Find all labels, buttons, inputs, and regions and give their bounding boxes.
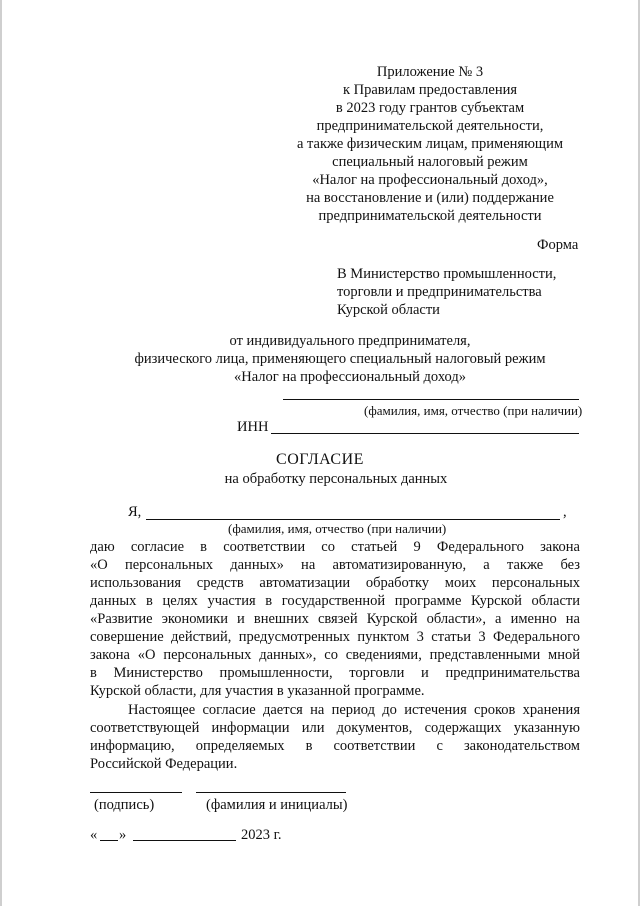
date-quote-open: « — [90, 827, 98, 843]
signature-field[interactable] — [90, 792, 182, 793]
date-quote-close: » — [119, 827, 127, 843]
header-line: в 2023 году грантов субъектам — [335, 100, 525, 116]
form-label: Форма — [537, 237, 579, 253]
paragraph-line: «О персональных данных» на автоматизированную, а также без — [90, 557, 580, 573]
header-line: к Правилам предоставления — [342, 82, 518, 98]
ya-label: Я, — [128, 504, 142, 520]
paragraph-line: данных в целях участия в государственной программе Курской области — [90, 593, 580, 609]
header-line: Приложение № 3 — [376, 64, 484, 80]
document-subtitle: на обработку персональных данных — [224, 471, 448, 487]
paragraph-line: «Развитие экономики и внешних связей Курской области», а именно на — [90, 611, 580, 627]
date-day-field[interactable] — [100, 840, 118, 841]
document-title: СОГЛАСИЕ — [276, 451, 364, 468]
paragraph-line: соответствующей информации или документов, содержащих указанную — [90, 720, 580, 736]
header-line: специальный налоговый режим — [332, 154, 528, 170]
paragraph-line: в Министерство промышленности, торговли и предпринимательства — [90, 665, 580, 681]
addressee-line: торговли и предпринимательства — [337, 284, 542, 300]
sender-line: физического лица, применяющего специальный налоговый режим — [134, 351, 546, 367]
name-initials-field[interactable] — [196, 792, 346, 793]
paragraph-line: совершение действий, предусмотренных пунктом 3 статьи 3 Федерального — [90, 629, 580, 645]
paragraph-line: Российской Федерации. — [90, 756, 238, 772]
inn-label: ИНН — [237, 419, 269, 435]
date-month-field[interactable] — [133, 840, 236, 841]
paragraph-line: информацию, определяемых в соответствии с законодательством — [90, 738, 580, 754]
date-year: 2023 г. — [241, 827, 282, 843]
sender-line: от индивидуального предпринимателя, — [229, 333, 471, 349]
header-line: на восстановление и (или) поддержание — [306, 190, 554, 206]
header-line: «Налог на профессиональный доход», — [312, 172, 548, 188]
inn-field[interactable] — [271, 433, 579, 434]
name-initials-caption: (фамилия и инициалы) — [206, 797, 348, 813]
sender-fio-caption: (фамилия, имя, отчество (при наличии) — [364, 403, 583, 418]
signature-caption: (подпись) — [94, 797, 155, 813]
ya-comma: , — [563, 504, 567, 520]
paragraph-line: Настоящее согласие дается на период до истечения сроков хранения — [128, 702, 580, 718]
header-line: предпринимательской деятельности — [318, 208, 542, 224]
header-line: а также физическим лицам, применяющим — [296, 136, 564, 152]
addressee-line: Курской области — [337, 302, 440, 318]
paragraph-line: Курской области, для участия в указанной программе. — [90, 683, 425, 699]
paragraph-line: даю согласие в соответствии со статьей 9 Федерального закона — [90, 539, 580, 555]
paragraph-line: использования средств автоматизации обработку моих персональных — [90, 575, 580, 591]
addressee-line: В Министерство промышленности, — [337, 266, 557, 282]
paragraph-line: закона «О персональных данных», со сведениями, представленными мной — [90, 647, 580, 663]
ya-fio-caption: (фамилия, имя, отчество (при наличии) — [228, 521, 447, 536]
sender-line: «Налог на профессиональный доход» — [234, 369, 466, 385]
sender-fio-field[interactable] — [283, 399, 579, 400]
header-line: предпринимательской деятельности, — [316, 118, 544, 134]
